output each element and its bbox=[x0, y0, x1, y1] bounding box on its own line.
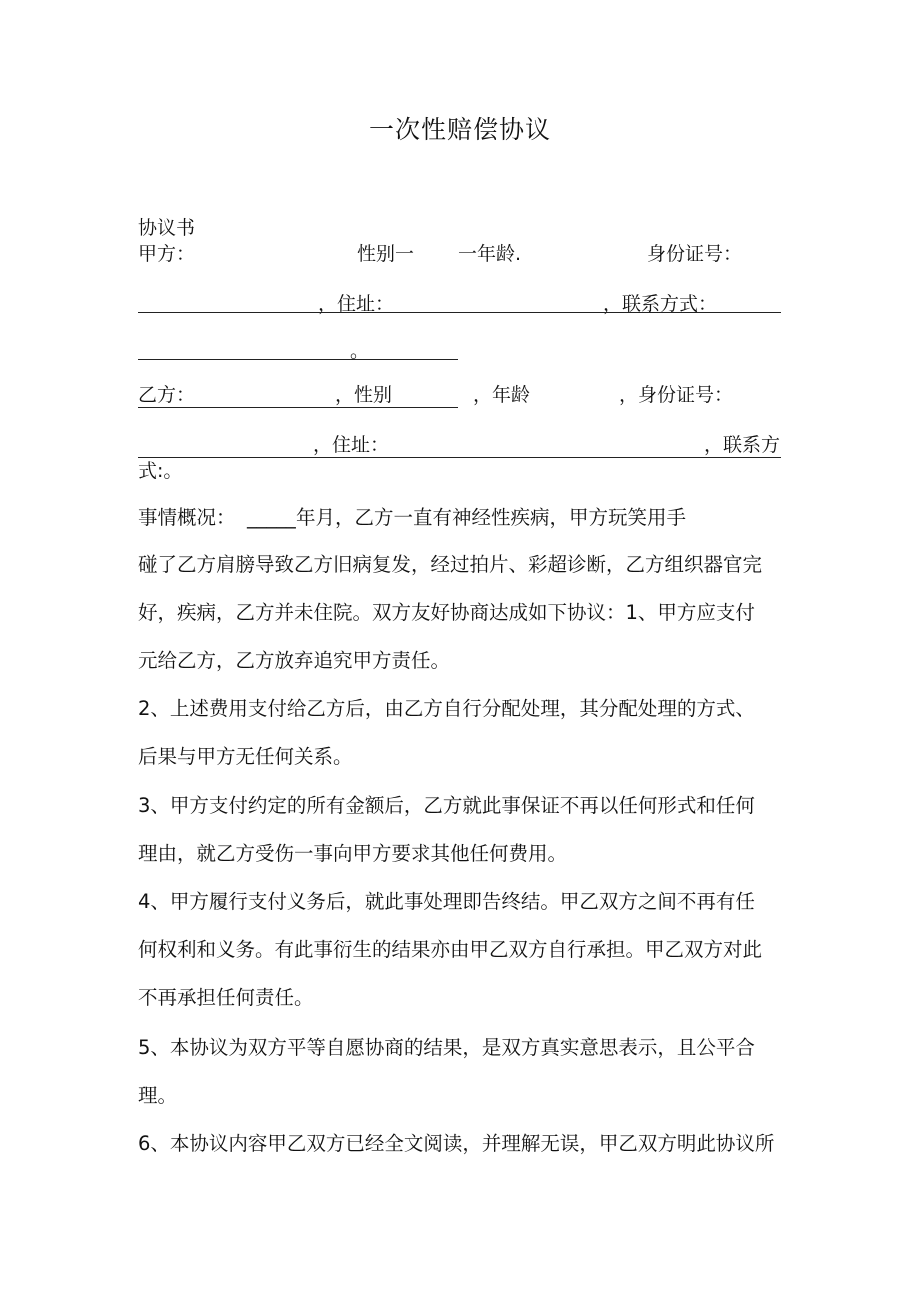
party-b-contact-cont: 式:。 bbox=[138, 460, 183, 482]
party-a-id-label: 身份证号： bbox=[647, 243, 743, 265]
overview-line-2: 碰了乙方肩膀导致乙方旧病复发，经过拍片、彩超诊断，乙方组织器官完 bbox=[138, 553, 763, 576]
party-b-address-line bbox=[138, 457, 781, 458]
clause-5-line-1: 5、本协议为双方平等自愿协商的结果，是双方真实意思表示，且公平合 bbox=[138, 1036, 755, 1059]
party-b-id-label: ，身份证号： bbox=[619, 384, 734, 406]
party-b-label: 乙方： bbox=[138, 384, 196, 406]
overview-label: 事情概况： bbox=[138, 506, 236, 529]
party-b-gender-label: ，性别 bbox=[335, 384, 393, 406]
party-b-age-label: ，年龄 bbox=[473, 384, 531, 406]
party-a-label: 甲方： bbox=[138, 243, 196, 265]
party-b-name-line bbox=[138, 407, 458, 408]
clause-4-line-2: 何权利和义务。有此事衍生的结果亦由甲乙双方自行承担。甲乙双方对此 bbox=[138, 938, 763, 961]
document-title: 一次性赔偿协议 bbox=[368, 115, 551, 144]
party-a-address-line bbox=[138, 312, 781, 313]
clause-4-line-3: 不再承担任何责任。 bbox=[138, 986, 314, 1009]
clause-2-line-2: 后果与甲方无任何关系。 bbox=[138, 745, 353, 768]
clause-6-line-1: 6、本协议内容甲乙双方已经全文阅读，并理解无误，甲乙双方明此协议所 bbox=[138, 1132, 775, 1155]
party-a-contact-label: ，联系方式： bbox=[603, 293, 718, 315]
clause-2-line-1: 2、上述费用支付给乙方后，由乙方自行分配处理，其分配处理的方式、 bbox=[138, 697, 755, 720]
overview-line-1: 年月，乙方一直有神经性疾病，甲方玩笑用手 bbox=[296, 506, 687, 529]
clause-4-line-1: 4、甲方履行支付义务后，就此事处理即告终结。甲乙双方之间不再有任 bbox=[138, 890, 755, 913]
party-a-address-label: ，住址： bbox=[318, 293, 395, 315]
party-a-extra-line bbox=[138, 359, 458, 360]
clause-3-line-2: 理由，就乙方受伤一事向甲方要求其他任何费用。 bbox=[138, 842, 568, 865]
overview-line-3: 好，疾病，乙方并未住院。双方友好协商达成如下协议：1、甲方应支付 bbox=[138, 601, 755, 624]
party-b-address-label: ，住址： bbox=[313, 434, 390, 456]
clause-3-line-1: 3、甲方支付约定的所有金额后，乙方就此事保证不再以任何形式和任何 bbox=[138, 794, 755, 817]
party-b-contact-label: ，联系方 bbox=[704, 434, 781, 456]
overview-date-blank: _____ bbox=[247, 506, 296, 529]
party-a-end-mark: 。 bbox=[350, 340, 370, 362]
party-a-gender-label: 性别一 bbox=[357, 243, 415, 265]
document-heading: 协议书 bbox=[138, 217, 196, 239]
clause-5-line-2: 理。 bbox=[138, 1084, 178, 1107]
overview-line-4: 元给乙方，乙方放弃追究甲方责任。 bbox=[138, 649, 451, 672]
party-a-age-label: 一年龄. bbox=[458, 243, 522, 265]
